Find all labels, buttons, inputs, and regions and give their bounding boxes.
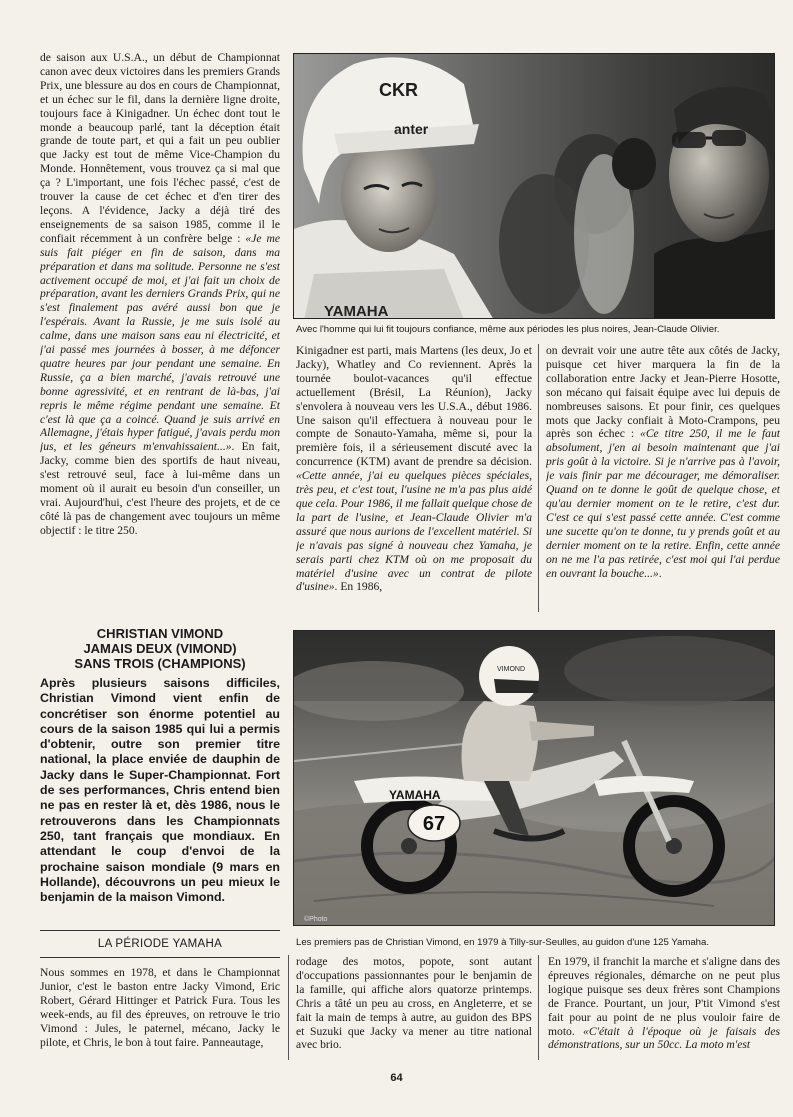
quote-text: «C'était à l'époque où je faisais des démonstrations, sur un 50cc. La moto m'est [548, 1024, 780, 1052]
photo-caption-bottom: Les premiers pas de Christian Vimond, en 1979 à Tilly-sur-Seulles, au guidon d'une 125 Yamaha. [296, 937, 710, 948]
article-column-1-bottom [40, 966, 280, 1056]
paragraph [548, 955, 780, 1052]
paragraph [40, 51, 280, 538]
body-text: En 1979, il franchit la marche et s'aligne dans des épreuves régionales, démarche on ne peut plus logique puisque ses deux frères sont Champions de France. Pourtant, un jour, P'tit Vimond s'est fait pour au point de ne plus vouloir faire de moto. [548, 955, 780, 1038]
article-column-3-top [546, 344, 780, 612]
body-text: de saison aux U.S.A., un début de Championnat canon avec deux victoires dans les premiers Grands Prix, une blessure au dos en cours de Championnat, et un échec sur le fil, dans la dernière ligne droite, toujours face à Kinigadner. Un échec dont tout le monde a beaucoup parlé, tant la déception était grande de toute part, et qui a fait un peu oublier que Jacky est tout de même Vice-Champion du Monde. Honnêtement, vous trouvez ça si mal que ça ? L'important, une fois l'échec passé, c'est de trouver la cause de cet échec et d'en tirer des leçons. A l'évidence, Jacky a déjà tiré des enseignements de sa saison 1985, comme il le confiait récemment à un confrère belge : [40, 51, 280, 245]
photo-credit: ©Photo [304, 916, 328, 923]
article-column-2-bottom [296, 955, 532, 1055]
photo-jacky-vimond-olivier [293, 53, 775, 319]
body-text: . En 1986, [334, 580, 383, 594]
photo-image [294, 631, 775, 926]
paragraph [296, 955, 532, 1052]
paragraph [546, 344, 780, 580]
paragraph [296, 344, 532, 594]
headline-line: CHRISTIAN VIMOND [96, 626, 224, 641]
jersey-text: YAMAHA [324, 303, 389, 319]
article-column-2-top [296, 344, 532, 612]
column-divider [288, 955, 289, 1060]
body-text: . [658, 566, 662, 580]
article-column-3-bottom [548, 955, 780, 1055]
column-divider [538, 344, 539, 612]
quote-text: «Je me suis fait piéger en fin de saison, dans ma préparation et dans ma solitude. Personne ne s'est activement occupé de moi, et j'ai fait un choix de préparation, avant les derniers Grands Prix, qui ne s'est finalement pas avéré aussi bon que je l'espérais. Avant la Russie, je me suis isolé au calme, dans une maison sans eau ni électricité, et j'ai passé mes journées à bosser, à me défoncer quatre heures par jour pendant une semaine. En Russie, ça a bien marché, j'avais retrouvé une bonne agressivité, et en rentrant de là-bas, j'ai repris le même régime pendant une semaine. Et c'est là que ça a coincé. Quand je suis arrivé en Allemagne, j'étais hyper fatigué, j'avais perdu mon jus, et les géneurs m'envahissaient...» [40, 231, 280, 454]
quote-text: «Ce titre 250, il me le faut absolument, j'en ai besoin maintenant que j'ai pris goût à la victoire. Si je n'arrive pas à l'avoir, je vais finir par me décourager, me démoraliser. Quand on te donne le goût de quelque chose, et qu'au dernier moment on te le retire, c'est dur. C'est ce qui s'est passé cette année. C'est comme une sucette qu'on te donne, tu y prends goût et au dernier moment on te la retire. Enfin, cette année on ne me l'a pas retirée, c'est moi qui l'ai perdue en ouvrant la bouche...» [546, 427, 780, 580]
photo-image [294, 54, 775, 319]
plate-number: 67 [422, 813, 446, 835]
body-text: . En fait, Jacky, comme bien des sportifs de haut niveau, s'est retrouvé seul, face à lui-même dans un moment où il aurait eu besoin d'un conseiller, un vrai. Aujourd'hui, c'est l'heure des projets, et de ce côté là pas de changement avec toujours un même objectif : le titre 250. [40, 440, 280, 537]
article-headline [40, 626, 280, 671]
column-divider [538, 955, 539, 1060]
page-number: 64 [390, 1072, 403, 1084]
helmet-text: VIMOND [497, 666, 525, 673]
helmet-logo-text: CKR [379, 80, 418, 100]
headline-line: JAMAIS DEUX (VIMOND) [83, 641, 237, 656]
body-text: Nous sommes en 1978, et dans le Championnat Junior, c'est le baston entre Jacky Vimond, Eric Robert, Gérard Hittinger et Patrick Fura. Tous les week-ends, au fil des épreuves, on retrouve le trio Vimond : Jules, le paternel, mécano, Jacky le pilote, et Chris, le bon à tout faire. Panneautage, [40, 966, 280, 1049]
tank-text: YAMAHA [389, 788, 441, 802]
headline-line: SANS TROIS (CHAMPIONS) [74, 656, 246, 671]
visor-logo-text: anter [394, 121, 429, 137]
body-text: rodage des motos, popote, sont autant d'occupations passionnantes pour le benjamin de la famille, qui affiche alors quatorze printemps. Chris a tâté un peu au cross, en Angleterre, et se fait la main de temps à autre, au guidon des BPS et Suzuki que Jacky va mener au titre national avec brio. [296, 955, 532, 1052]
article-lead: Après plusieurs saisons difficiles, Christian Vimond vient enfin de concrétiser son énorme potentiel au cours de la saison 1985 qui lui a permis d'obtenir, outre son premier titre national, la place enviée de dauphin de Jacky dans le Super-Championnat. Fort de ses performances, Chris entend bien ne pas en rester là et, dès 1986, nous le retrouverons dans les Championnats 250, tant français que mondiaux. En attendant le coup d'envoi de la prochaine saison mondiale (9 mars en Hollande), découvrons un peu mieux le benjamin de la maison Vimond. [40, 676, 280, 905]
quote-text: «Cette année, j'ai eu quelques pièces spéciales, très peu, et c'est tout, l'usine ne m'a pas plus aidé que cela. Pour 1986, il me fallait quelque chose de la part de l'usine, et Jean-Claude Olivier m'a assuré que nous aurions de l'excellent matériel. Si je n'avais pas signé à nouveau chez Yamaha, je serais parti chez KTM où on me proposait du matériel d'usine avec un contrat de pilote d'usine» [296, 469, 532, 594]
body-text: on devrait voir une autre tête aux côtés de Jacky, puisque cet hiver marquera la fin de la collaboration entre Jacky et Jean-Pierre Hosotte, son mécano qui faisait équipe avec lui depuis de nombreuses saisons. Et pour finir, ces quelques mots que Jacky confiait à Moto-Crampons, peu après son échec : [546, 344, 780, 441]
paragraph [40, 966, 280, 1049]
section-subheading: LA PÉRIODE YAMAHA [40, 930, 280, 958]
article-column-1-top [40, 51, 280, 611]
body-text: Kinigadner est parti, mais Martens (les deux, Jo et Jacky), Whatley and Co reviennent. Après la tournée boulot-vacances qu'il effectue actuellement (Brésil, La Réunion), Jacky s'envolera à nouveau vers les U.S.A., début 1986. Une saison qu'il effectuera à nouveau pour le compte de Sonauto-Yamaha, même si, pour la première fois, il a sérieusement discuté avec la concurrence (KTM) avant de prendre sa décision. [296, 344, 532, 469]
photo-christian-vimond-1979 [293, 630, 775, 926]
photo-caption-top: Avec l'homme qui lui fit toujours confiance, même aux périodes les plus noires, Jean-Claude Olivier. [296, 324, 720, 335]
